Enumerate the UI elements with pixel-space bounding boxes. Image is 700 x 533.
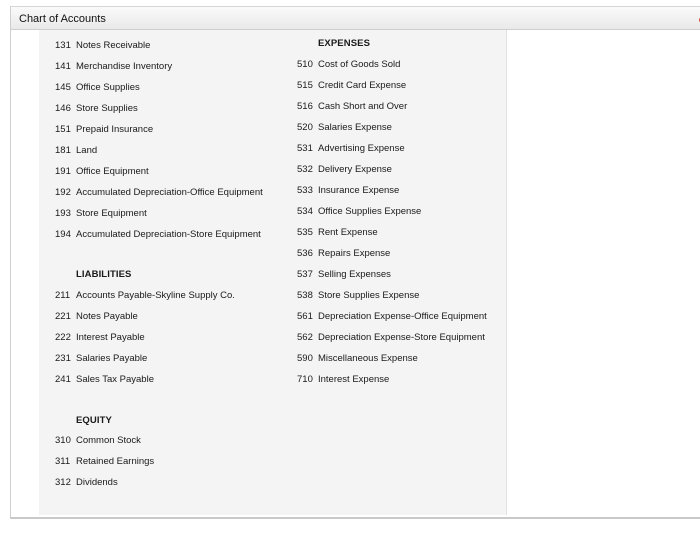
account-name: Interest Payable: [76, 332, 145, 343]
account-number: 211: [55, 290, 71, 301]
account-number: 311: [55, 456, 71, 467]
account-number: 192: [55, 187, 71, 198]
account-name: Notes Receivable: [76, 40, 151, 51]
account-name: Cost of Goods Sold: [318, 59, 401, 70]
account-name: Store Supplies: [76, 103, 138, 114]
account-name: Repairs Expense: [318, 248, 391, 259]
account-number: 710: [297, 374, 313, 385]
account-row: [297, 58, 400, 72]
account-name: Delivery Expense: [318, 164, 392, 175]
account-name: Interest Expense: [318, 374, 390, 385]
account-name: Store Supplies Expense: [318, 290, 420, 301]
account-number: 131: [55, 40, 71, 51]
account-name: Store Equipment: [76, 208, 147, 219]
account-number: 221: [55, 311, 71, 322]
account-row: [55, 352, 147, 366]
account-name: Office Supplies Expense: [318, 206, 422, 217]
account-row: [297, 121, 392, 135]
account-row: [297, 100, 407, 114]
account-row: [55, 39, 150, 53]
account-name: Salaries Payable: [76, 353, 148, 364]
expenses-heading: EXPENSES: [318, 38, 371, 49]
account-number: 533: [297, 185, 313, 196]
account-number: 241: [55, 374, 71, 385]
account-name: Accounts Payable-Skyline Supply Co.: [76, 290, 235, 301]
account-name: Insurance Expense: [318, 185, 400, 196]
account-number: 310: [55, 435, 71, 446]
account-number: 538: [297, 290, 313, 301]
account-row: [55, 455, 154, 469]
account-name: Cash Short and Over: [318, 101, 408, 112]
account-name: Miscellaneous Expense: [318, 353, 418, 364]
account-number: 191: [55, 166, 71, 177]
account-number: 561: [297, 311, 313, 322]
account-row: [55, 165, 149, 179]
account-row: [55, 310, 138, 324]
account-name: Notes Payable: [76, 311, 138, 322]
account-name: Office Equipment: [76, 166, 149, 177]
account-number: 145: [55, 82, 71, 93]
account-row: [297, 310, 487, 324]
account-number: 590: [297, 353, 313, 364]
account-number: 231: [55, 353, 71, 364]
account-row: [297, 79, 406, 93]
account-row: [297, 373, 389, 387]
account-row: [297, 289, 419, 303]
account-row: [297, 163, 392, 177]
account-row: [297, 226, 378, 240]
account-number: 312: [55, 477, 71, 488]
account-name: Credit Card Expense: [318, 80, 407, 91]
window-titlebar: [11, 6, 700, 30]
account-number: 535: [297, 227, 313, 238]
account-number: 537: [297, 269, 313, 280]
account-name: Land: [76, 145, 98, 156]
account-number: 222: [55, 332, 71, 343]
account-number: 536: [297, 248, 313, 259]
account-name: Sales Tax Payable: [76, 374, 154, 385]
account-row: [55, 476, 118, 490]
account-name: Selling Expenses: [318, 269, 391, 280]
account-row: [55, 331, 145, 345]
account-row: [297, 268, 391, 282]
account-row: [55, 228, 261, 242]
account-row: [55, 207, 147, 221]
account-name: Merchandise Inventory: [76, 61, 173, 72]
account-row: [55, 289, 235, 303]
account-row: [55, 144, 97, 158]
account-name: Salaries Expense: [318, 122, 392, 133]
account-number: 510: [297, 59, 313, 70]
account-name: Rent Expense: [318, 227, 378, 238]
account-number: 141: [55, 61, 71, 72]
account-name: Prepaid Insurance: [76, 124, 154, 135]
account-number: 520: [297, 122, 313, 133]
account-row: [297, 142, 405, 156]
account-number: 534: [297, 206, 313, 217]
account-number: 531: [297, 143, 313, 154]
liabilities-heading: LIABILITIES: [76, 269, 132, 280]
account-name: Advertising Expense: [318, 143, 405, 154]
account-number: 515: [297, 80, 313, 91]
account-row: [297, 331, 485, 345]
account-number: 194: [55, 229, 71, 240]
account-name: Dividends: [76, 477, 118, 488]
account-name: Depreciation Expense-Office Equipment: [318, 311, 487, 322]
account-row: [55, 186, 263, 200]
window-title: Chart of Accounts: [19, 13, 106, 25]
account-number: 516: [297, 101, 313, 112]
account-name: Office Supplies: [76, 82, 140, 93]
account-row: [55, 60, 172, 74]
account-name: Accumulated Depreciation-Office Equipment: [76, 187, 263, 198]
account-row: [297, 247, 390, 261]
account-name: Depreciation Expense-Store Equipment: [318, 332, 485, 343]
account-name: Accumulated Depreciation-Store Equipment: [76, 229, 261, 240]
account-number: 193: [55, 208, 71, 219]
account-row: [297, 184, 399, 198]
account-row: [55, 102, 138, 116]
account-number: 146: [55, 103, 71, 114]
equity-heading: EQUITY: [76, 415, 112, 426]
account-number: 181: [55, 145, 71, 156]
account-row: [55, 434, 141, 448]
account-number: 151: [55, 124, 71, 135]
account-row: [297, 352, 418, 366]
account-number: 532: [297, 164, 313, 175]
account-row: [55, 373, 154, 387]
account-row: [55, 123, 153, 137]
account-name: Retained Earnings: [76, 456, 155, 467]
account-row: [55, 81, 140, 95]
account-name: Common Stock: [76, 435, 141, 446]
account-row: [297, 205, 421, 219]
account-number: 562: [297, 332, 313, 343]
